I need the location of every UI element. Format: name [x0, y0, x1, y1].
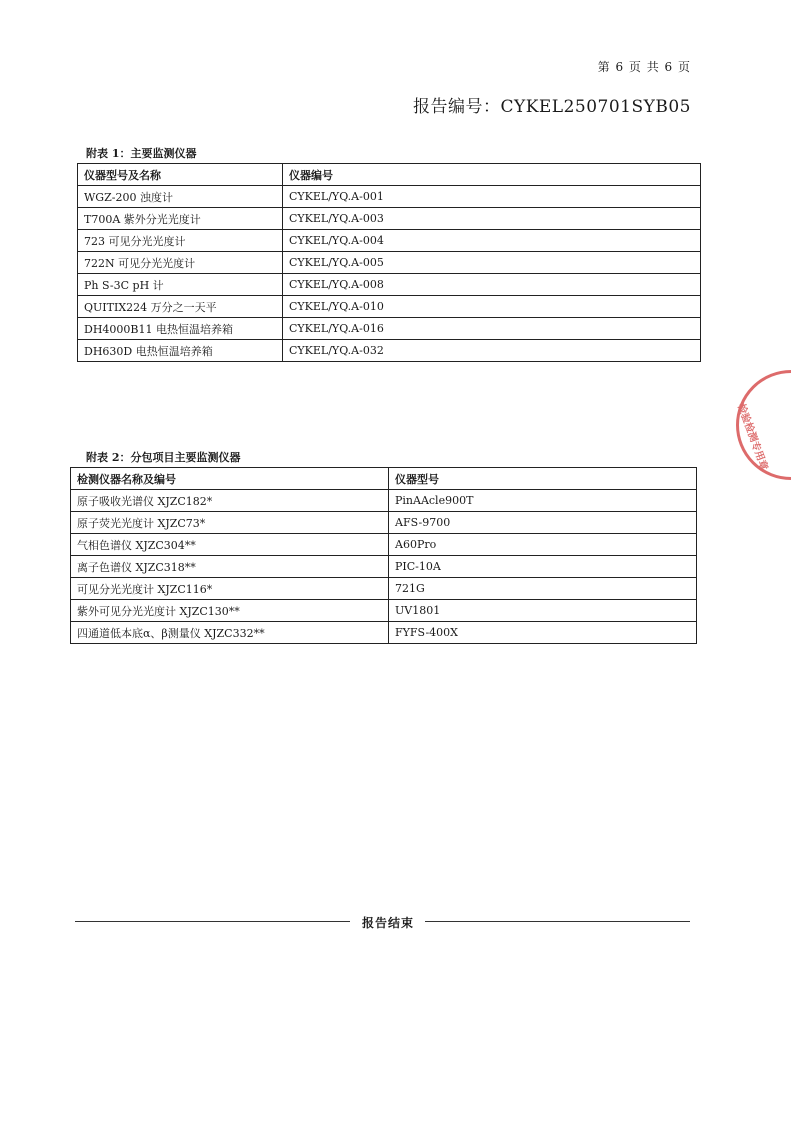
main-instruments-table	[77, 163, 701, 362]
table-row	[71, 622, 697, 644]
instrument-model: WGZ-200 浊度计	[78, 186, 283, 208]
table-row	[78, 296, 701, 318]
instrument-id: CYKEL/YQ.A-016	[283, 318, 701, 340]
instrument-id: CYKEL/YQ.A-032	[283, 340, 701, 362]
instrument-id: CYKEL/YQ.A-004	[283, 230, 701, 252]
instrument-model: DH630D 电热恒温培养箱	[78, 340, 283, 362]
instrument-id: CYKEL/YQ.A-003	[283, 208, 701, 230]
table-header-row	[71, 468, 697, 490]
report-number: 报告编号：CYKEL250701SYB05	[412, 97, 691, 117]
table-row	[71, 490, 697, 512]
end-divider-right	[425, 921, 690, 922]
table-row	[78, 186, 701, 208]
instrument-model: A60Pro	[389, 534, 697, 556]
instrument-model: PinAAcle900T	[389, 490, 697, 512]
table-row	[78, 230, 701, 252]
instrument-name: 原子吸收光谱仪 XJZC182*	[71, 490, 389, 512]
instrument-model: 721G	[389, 578, 697, 600]
table-row	[71, 600, 697, 622]
instrument-model: T700A 紫外分光光度计	[78, 208, 283, 230]
table-row	[78, 274, 701, 296]
table-row	[71, 534, 697, 556]
instrument-name: 紫外可见分光光度计 XJZC130**	[71, 600, 389, 622]
table-row	[78, 252, 701, 274]
instrument-model: DH4000B11 电热恒温培养箱	[78, 318, 283, 340]
instrument-model: Ph S-3C pH 计	[78, 274, 283, 296]
instrument-model: UV1801	[389, 600, 697, 622]
instrument-id: CYKEL/YQ.A-005	[283, 252, 701, 274]
column-header: 检测仪器名称及编号	[71, 468, 389, 490]
instrument-id: CYKEL/YQ.A-008	[283, 274, 701, 296]
instrument-name: 离子色谱仪 XJZC318**	[71, 556, 389, 578]
instrument-model: QUITIX224 万分之一天平	[78, 296, 283, 318]
subcontract-instruments-table	[70, 467, 697, 644]
instrument-model: AFS-9700	[389, 512, 697, 534]
page-number: 第 6 页 共 6 页	[597, 60, 691, 74]
instrument-model: FYFS-400X	[389, 622, 697, 644]
table-row	[71, 512, 697, 534]
table1-caption: 附表 1：主要监测仪器	[86, 147, 197, 160]
instrument-name: 原子荧光光度计 XJZC73*	[71, 512, 389, 534]
instrument-name: 可见分光光度计 XJZC116*	[71, 578, 389, 600]
column-header: 仪器型号及名称	[78, 164, 283, 186]
table-row	[71, 556, 697, 578]
table-header-row	[78, 164, 701, 186]
end-divider-left	[75, 921, 350, 922]
table-row	[71, 578, 697, 600]
stamp-text: 检验检测专用章	[734, 402, 770, 472]
instrument-name: 气相色谱仪 XJZC304**	[71, 534, 389, 556]
table-row	[78, 208, 701, 230]
table2-caption: 附表 2：分包项目主要监测仪器	[86, 451, 241, 464]
instrument-id: CYKEL/YQ.A-010	[283, 296, 701, 318]
table-row	[78, 340, 701, 362]
instrument-name: 四通道低本底α、β测量仪 XJZC332**	[71, 622, 389, 644]
official-seal-stamp	[736, 370, 791, 480]
instrument-model: 722N 可见分光光度计	[78, 252, 283, 274]
instrument-model: PIC-10A	[389, 556, 697, 578]
instrument-id: CYKEL/YQ.A-001	[283, 186, 701, 208]
instrument-model: 723 可见分光光度计	[78, 230, 283, 252]
column-header: 仪器型号	[389, 468, 697, 490]
column-header: 仪器编号	[283, 164, 701, 186]
table-row	[78, 318, 701, 340]
report-end-text: 报告结束	[362, 916, 415, 930]
